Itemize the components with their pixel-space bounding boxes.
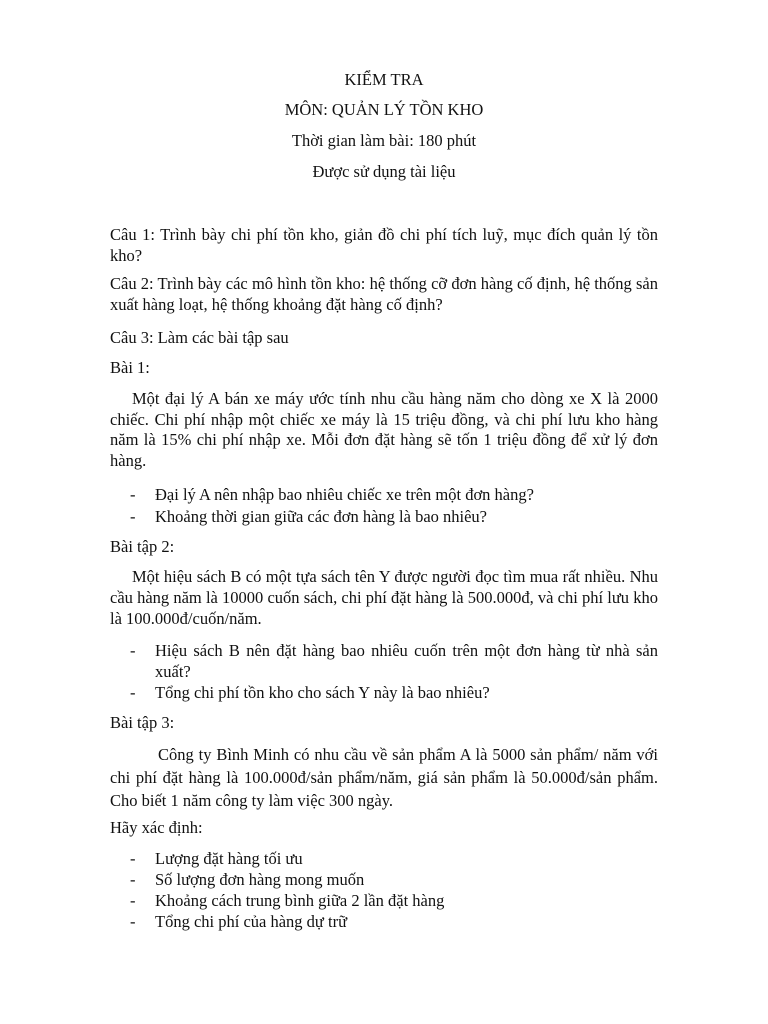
exercise-3-item-text: Lượng đặt hàng tối ưu [155, 849, 303, 868]
exercise-2-heading: Bài tập 2: [110, 537, 175, 556]
exercise-1-body: Một đại lý A bán xe máy ước tính nhu cầu hàng năm cho dòng xe X là 2000 chiếc. Chi phí nhập một chiếc xe máy là 15 triệu đồng, và chi phí lưu kho hàng năm là 15% chi phí nhập xe. Mỗi đơn đặt hàng sẽ tốn 1 triệu đồng để xử lý đơn hàng. [110, 389, 658, 470]
exam-duration: Thời gian làm bài: 180 phút [291, 131, 477, 150]
bullet-dash: - [130, 891, 136, 910]
bullet-dash: - [130, 485, 136, 504]
exam-note: Được sử dụng tài liệu [312, 162, 456, 181]
exercise-3-heading: Bài tập 3: [110, 713, 175, 732]
exam-subject: MÔN: QUẢN LÝ TỒN KHO [284, 100, 484, 119]
bullet-dash: - [130, 870, 136, 889]
exercise-2-body: Một hiệu sách B có một tựa sách tên Y được người đọc tìm mua rất nhiều. Nhu cầu hàng năm là 10000 cuốn sách, chi phí đặt hàng là 500.000đ, và chi phí lưu kho là 100.000đ/cuốn/năm. [110, 567, 658, 628]
exercise-3-item-text: Số lượng đơn hàng mong muốn [155, 870, 365, 889]
exercise-2-item-text: Hiệu sách B nên đặt hàng bao nhiêu cuốn trên một đơn hàng từ nhà sản xuất? [155, 641, 658, 681]
exercise-3-item-text: Khoảng cách trung bình giữa 2 lần đặt hàng [155, 891, 445, 910]
question-3: Câu 3: Làm các bài tập sau [110, 328, 289, 347]
exercise-3-item-text: Tổng chi phí của hàng dự trữ [155, 912, 348, 931]
exam-title: KIỂM TRA [344, 70, 424, 89]
bullet-dash: - [130, 849, 136, 868]
exercise-1-item-text: Đại lý A nên nhập bao nhiêu chiếc xe trên một đơn hàng? [155, 485, 534, 504]
bullet-dash: - [130, 641, 136, 660]
exercise-2-item-text: Tổng chi phí tồn kho cho sách Y này là bao nhiêu? [155, 683, 490, 702]
question-1: Câu 1: Trình bày chi phí tồn kho, giản đồ chi phí tích luỹ, mục đích quản lý tồn kho? [110, 225, 658, 265]
exercise-3-prompt: Hãy xác định: [110, 818, 203, 837]
bullet-dash: - [130, 507, 136, 526]
bullet-dash: - [130, 912, 136, 931]
bullet-dash: - [130, 683, 136, 702]
exercise-3-body: Công ty Bình Minh có nhu cầu về sản phẩm A là 5000 sản phẩm/ năm với chi phí đặt hàng là 100.000đ/sản phẩm/năm, giá sản phẩm là 50.000đ/sản phẩm. Cho biết 1 năm công ty làm việc 300 ngày. [110, 745, 658, 810]
exercise-1-heading: Bài 1: [110, 358, 150, 377]
exercise-1-item-text: Khoảng thời gian giữa các đơn hàng là bao nhiêu? [155, 507, 487, 526]
question-2: Câu 2: Trình bày các mô hình tồn kho: hệ thống cỡ đơn hàng cố định, hệ thống sản xuất hàng loạt, hệ thống khoảng đặt hàng cố định? [110, 274, 658, 314]
